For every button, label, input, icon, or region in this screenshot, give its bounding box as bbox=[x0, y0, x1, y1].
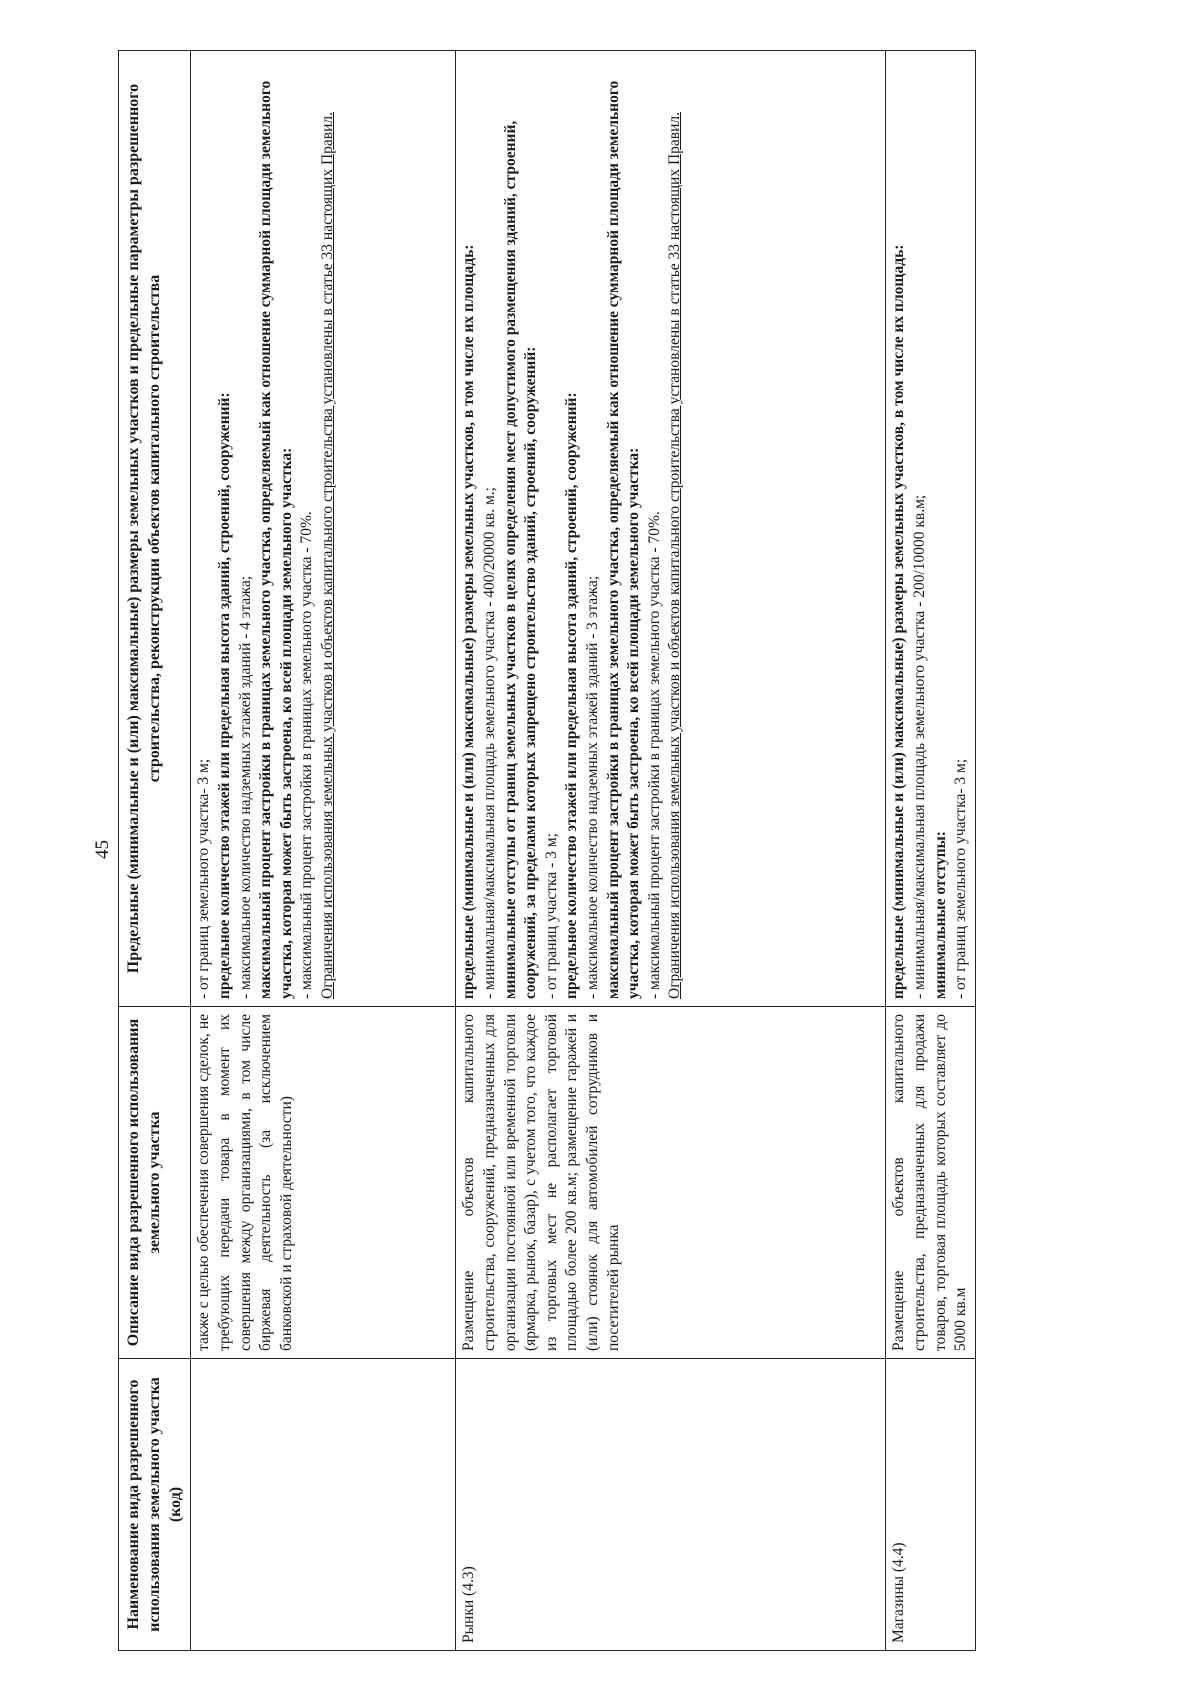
parameters-cell bbox=[456, 51, 886, 1007]
use-description-cell: также с целью обеспечения совершения сделок, не требующих передачи товара в момент их совершения между организациями, в том числе биржевая деятельность (за исключением банковской и страховой деятельности) bbox=[191, 1007, 456, 1359]
use-description-cell: Размещение объектов капитального строительства, сооружений, предназначенных для организации постоянной или временной торговли (ярмарка, рынок, базар), с учетом того, что каждое из торговых мест не располагает торговой площадью более 200 кв.м; размещение гаражей и (или) стоянок для автомобилей сотрудников и посетителей рынка bbox=[456, 1007, 886, 1359]
parameters-cell bbox=[886, 51, 975, 1007]
parameter-line: - от границ земельного участка- 3 м; bbox=[952, 758, 970, 999]
parameter-line: - от границ земельного участка- 3 м; bbox=[195, 758, 213, 999]
parameter-line: предельные (минимальные и (или) максимальные) размеры земельных участков, в том числе их площадь: bbox=[460, 244, 478, 999]
parameter-line: предельное количество этажей или предельная высота зданий, строений, сооружений: bbox=[563, 392, 581, 999]
parameter-line: максимальный процент застройки в границах земельного участка, определяемый как отношение суммарной площади земельного участка, которая может быть застроена, ко всей площади земельного участка: bbox=[604, 80, 643, 999]
table-body bbox=[191, 51, 975, 1651]
parameter-line: предельное количество этажей или предельная высота зданий, строений, сооружений: bbox=[215, 392, 233, 999]
use-name-cell: Рынки (4.3) bbox=[456, 1359, 886, 1651]
parameter-line: - максимальный процент застройки в границах земельного участка - 70%. bbox=[298, 511, 316, 999]
header-use-description: Описание вида разрешенного использования земельного участка bbox=[119, 1007, 191, 1359]
parameter-line: - максимальное количество надземных этажей зданий - 3 этажа; bbox=[583, 575, 601, 999]
parameter-line: минимальные отступы от границ земельных участков в целях определения мест допустимого размещения зданий, строений, сооружений, за пределами которых запрещено строительство зданий, строений, сооружений: bbox=[501, 120, 540, 999]
parameter-line: максимальный процент застройки в границах земельного участка, определяемый как отношение суммарной площади земельного участка, которая может быть застроена, ко всей площади земельного участка: bbox=[257, 80, 295, 999]
parameters-cell bbox=[191, 51, 456, 1007]
table-header bbox=[119, 51, 191, 1651]
parameter-line: Ограничения использования земельных участков и объектов капитального строительства установлены в статье 33 настоящих Правил. bbox=[318, 111, 336, 999]
parameter-line: предельные (минимальные и (или) максимальные) размеры земельных участков, в том числе их площадь: bbox=[890, 244, 908, 999]
table-row bbox=[191, 51, 456, 1651]
header-limit-parameters: Предельные (минимальные и (или) максимальные) размеры земельных участков и предельные параметры разрешенного строительства, реконструкции объектов капитального строительства bbox=[119, 51, 191, 1007]
table-row bbox=[456, 51, 886, 1651]
parameter-line: - минимальная/максимальная площадь земельного участка - 400/20000 кв. м.; bbox=[480, 487, 498, 999]
parameter-line: Ограничения использования земельных участков и объектов капитального строительства установлены в статье 33 настоящих Правил. bbox=[666, 111, 684, 999]
page-number: 45 bbox=[92, 840, 113, 859]
parameter-line: минимальные отступы: bbox=[931, 831, 949, 999]
parameter-line: - минимальная/максимальная площадь земельного участка - 200/10000 кв.м; bbox=[910, 494, 928, 999]
table-row bbox=[886, 51, 975, 1651]
parameter-line: - максимальный процент застройки в границах земельного участка - 70%. bbox=[645, 511, 663, 999]
header-use-name: Наименование вида разрешенного использования земельного участка (код) bbox=[119, 1359, 191, 1651]
use-name-cell: Магазины (4.4) bbox=[886, 1359, 975, 1651]
use-description-cell: Размещение объектов капитального строительства, предназначенных для продажи товаров, торговая площадь которых составляет до 5000 кв.м bbox=[886, 1007, 975, 1359]
parameter-line: - максимальное количество надземных этажей зданий - 4 этажа; bbox=[236, 575, 254, 999]
parameter-line: - от границ участка - 3 м; bbox=[542, 833, 560, 999]
zoning-table bbox=[118, 50, 976, 1651]
header-row bbox=[119, 51, 191, 1651]
use-name-cell bbox=[191, 1359, 456, 1651]
